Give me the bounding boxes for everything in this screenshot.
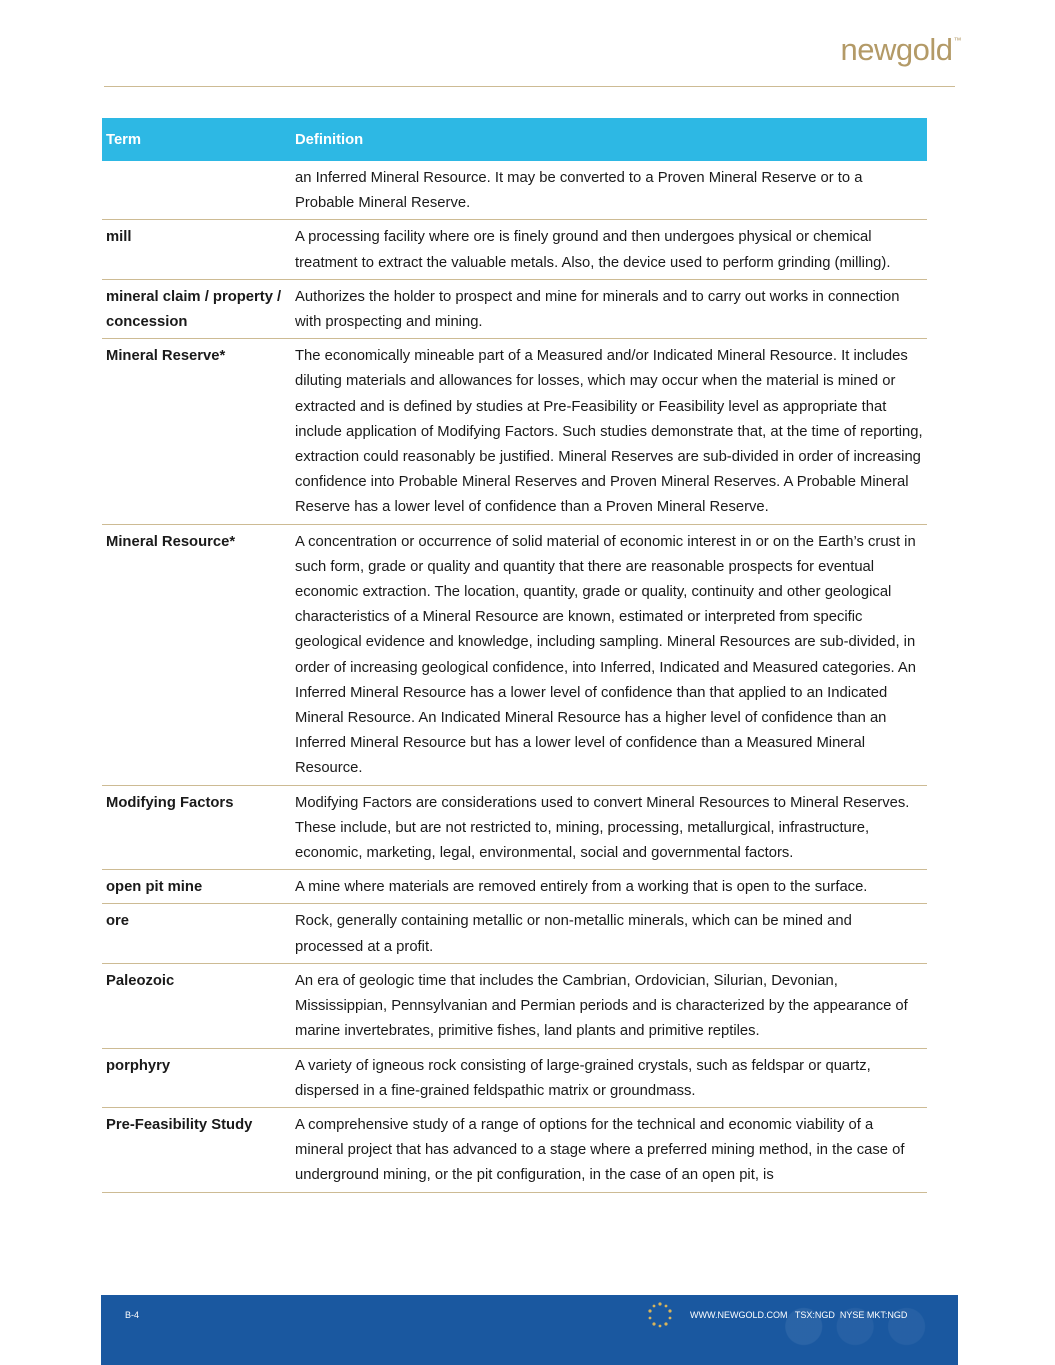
definition-cell: A concentration or occurrence of solid material of economic interest in or on the Earth’s crust in such form, grade or quality and quantity that there are reasonable prospects for eventual economic extraction. The location, quantity, grade or quality, continuity and other geological characteristics of a Mineral Resource are known, estimated or interpreted from specific geological evidence and knowledge, including sampling. Mineral Resources are sub-divided, in order of increasing geological confidence, into Inferred, Indicated and Measured categories. An Inferred Mineral Resource has a lower level of confidence than that applied to an Indicated Mineral Resource. An Indicated Mineral Resource has a higher level of confidence than an Inferred Mineral Resource but has a lower level of confidence than a Measured Mineral Resource.: [291, 524, 927, 785]
definition-cell: A variety of igneous rock consisting of large-grained crystals, such as feldspar or quartz, dispersed in a fine-grained feldspathic matrix or groundmass.: [291, 1048, 927, 1107]
definition-cell: A comprehensive study of a range of options for the technical and economic viability of a mineral project that has advanced to a stage where a preferred mining method, in the case of underground mining, or the pit configuration, in the case of an open pit, is: [291, 1107, 927, 1192]
table-row: [102, 279, 927, 338]
trademark-mark: ™: [953, 36, 961, 45]
table-row: [102, 1107, 927, 1192]
term-cell: Mineral Resource*: [102, 524, 291, 785]
table-row: [102, 870, 927, 904]
definition-cell: The economically mineable part of a Measured and/or Indicated Mineral Resource. It includes diluting materials and allowances for losses, which may occur when the material is mined or extracted and is defined by studies at Pre-Feasibility or Feasibility level as appropriate that include application of Modifying Factors. Such studies demonstrate that, at the time of reporting, extraction could reasonably be justified. Mineral Reserves are sub-divided in order of increasing confidence into Probable Mineral Reserves and Proven Mineral Reserves. A Probable Mineral Reserve has a lower level of confidence than a Proven Mineral Reserve.: [291, 339, 927, 524]
term-cell: mill: [102, 220, 291, 279]
table-row: [102, 963, 927, 1048]
table-row: [102, 785, 927, 870]
table-row: [102, 524, 927, 785]
definition-cell: Modifying Factors are considerations used to convert Mineral Resources to Mineral Reserves. These include, but are not restricted to, mining, processing, metallurgical, infrastructure, economic, marketing, legal, environmental, social and governmental factors.: [291, 785, 927, 870]
page-footer: [101, 1295, 958, 1365]
newgold-logo: [841, 32, 961, 68]
page-number: B-4: [125, 1310, 140, 1320]
term-cell: open pit mine: [102, 870, 291, 904]
term-cell: ore: [102, 904, 291, 963]
definition-cell: A processing facility where ore is finely ground and then undergoes physical or chemical treatment to extract the valuable metals. Also, the device used to perform grinding (milling).: [291, 220, 927, 279]
definition-cell: an Inferred Mineral Resource. It may be converted to a Proven Mineral Reserve or to a Probable Mineral Reserve.: [291, 161, 927, 220]
term-cell: Mineral Reserve*: [102, 339, 291, 524]
term-cell: mineral claim / property / concession: [102, 279, 291, 338]
table-header-row: [102, 118, 927, 161]
table-row: [102, 161, 927, 220]
term-cell: Pre-Feasibility Study: [102, 1107, 291, 1192]
table-row: [102, 904, 927, 963]
term-cell: Modifying Factors: [102, 785, 291, 870]
footer-contact: [690, 1310, 907, 1320]
definition-cell: Authorizes the holder to prospect and mine for minerals and to carry out works in connection with prospecting and mining.: [291, 279, 927, 338]
term-cell: porphyry: [102, 1048, 291, 1107]
header-divider: [104, 86, 955, 87]
table-row: [102, 220, 927, 279]
term-cell: Paleozoic: [102, 963, 291, 1048]
definition-cell: A mine where materials are removed entirely from a working that is open to the surface.: [291, 870, 927, 904]
table-row: [102, 1048, 927, 1107]
footer-website: WWW.NEWGOLD.COM: [690, 1310, 788, 1320]
table-row: [102, 339, 927, 524]
term-cell: [102, 161, 291, 220]
newgold-emblem-icon: [646, 1301, 674, 1329]
logo-text: newgold: [840, 32, 953, 67]
definition-cell: An era of geologic time that includes the Cambrian, Ordovician, Silurian, Devonian, Mississippian, Pennsylvanian and Permian periods and is characterized by the appearance of marine invertebrates, primitive fishes, land plants and primitive reptiles.: [291, 963, 927, 1048]
header-term: Term: [102, 118, 291, 161]
definition-cell: Rock, generally containing metallic or non-metallic minerals, which can be mined and processed at a profit.: [291, 904, 927, 963]
glossary-table: [102, 118, 927, 1193]
footer-tickers: TSX:NGD NYSE MKT:NGD: [794, 1310, 908, 1320]
header-definition: Definition: [291, 118, 927, 161]
